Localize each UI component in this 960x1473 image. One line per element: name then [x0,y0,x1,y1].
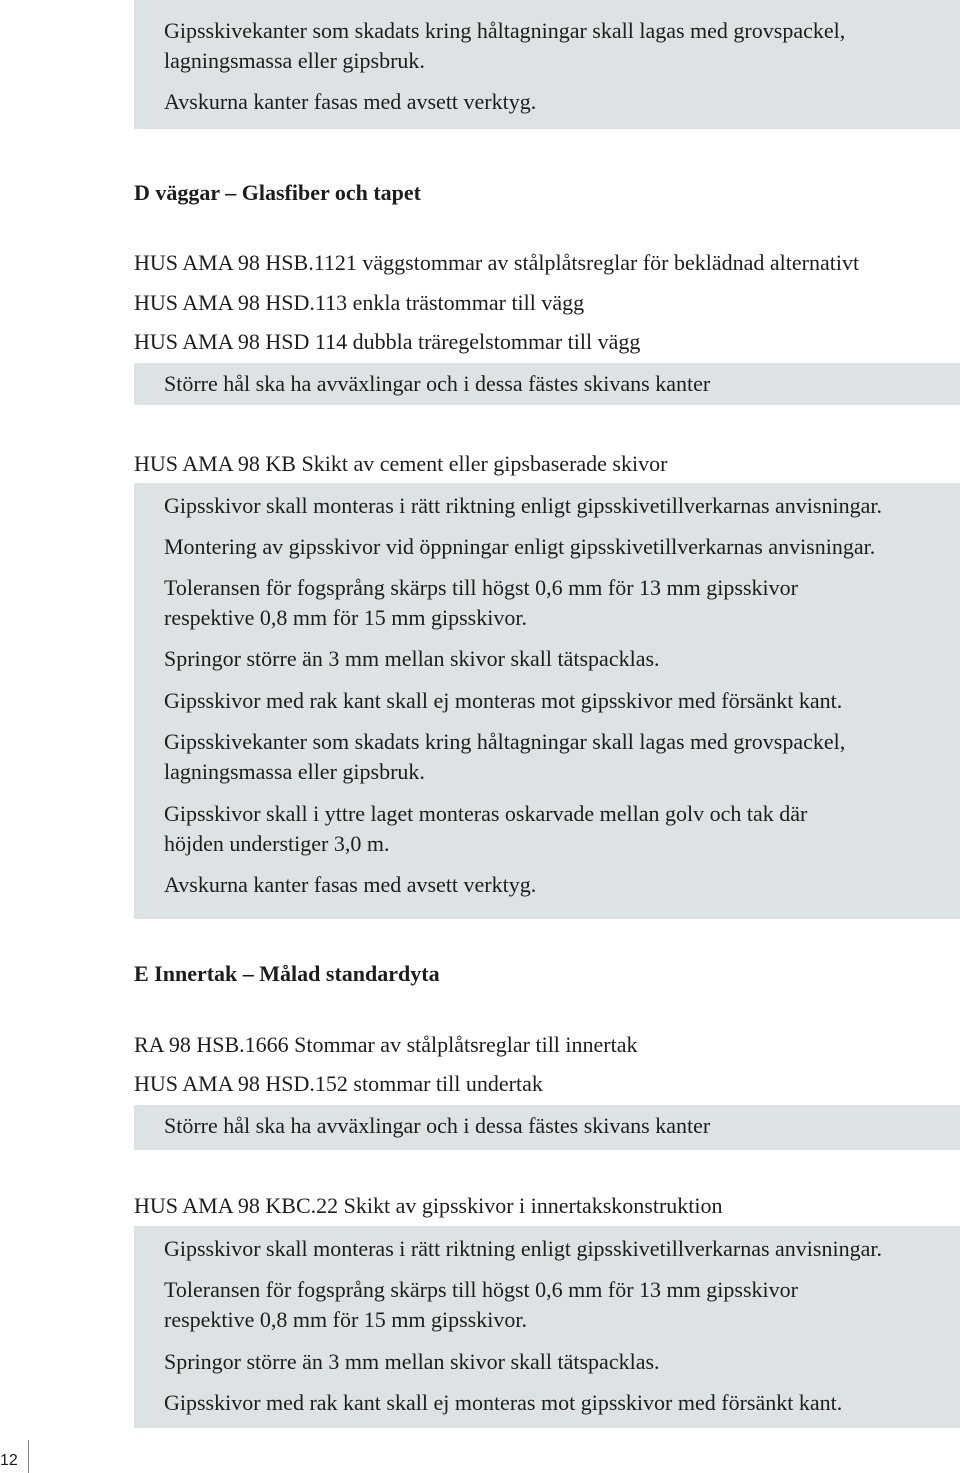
kb-line: Avskurna kanter fasas med avsett verktyg. [164,872,537,897]
section-e-note: Större hål ska ha avväxlingar och i dessa fästes skivans kanter [164,1113,711,1138]
section-e-heading: E Innertak – Målad standardyta [134,961,440,986]
section-d-heading: D väggar – Glasfiber och tapet [134,180,421,205]
kbc-line: Springor större än 3 mm mellan skivor skall tätspacklas. [164,1349,660,1374]
box1-line: Gipsskivekanter som skadats kring håltagningar skall lagas med grovspackel, [164,18,846,43]
kb-line: höjden understiger 3,0 m. [164,831,390,856]
kbc-line: Gipsskivor skall monteras i rätt riktning enligt gipsskivetillverkarnas anvisningar. [164,1236,882,1261]
section-d-note: Större hål ska ha avväxlingar och i dessa fästes skivans kanter [164,371,711,396]
kb-line: Gipsskivor skall monteras i rätt riktning enligt gipsskivetillverkarnas anvisningar. [164,493,882,518]
section-d-kb-ref: HUS AMA 98 KB Skikt av cement eller gipsbaserade skivor [134,451,668,476]
box1-line: lagningsmassa eller gipsbruk. [164,48,425,73]
kb-line: Gipsskivor med rak kant skall ej monteras mot gipsskivor med försänkt kant. [164,688,843,713]
section-e-kbc-ref: HUS AMA 98 KBC.22 Skikt av gipsskivor i innertakskonstruktion [134,1193,723,1218]
margin-rule [28,1440,29,1473]
section-e-ref: RA 98 HSB.1666 Stommar av stålplåtsreglar till innertak [134,1032,638,1057]
kbc-line: Gipsskivor med rak kant skall ej monteras mot gipsskivor med försänkt kant. [164,1390,843,1415]
section-d-ref: HUS AMA 98 HSD.113 enkla trästommar till vägg [134,290,585,315]
kb-line: lagningsmassa eller gipsbruk. [164,759,425,784]
kbc-line: respektive 0,8 mm för 15 mm gipsskivor. [164,1307,527,1332]
kb-line: respektive 0,8 mm för 15 mm gipsskivor. [164,605,527,630]
kbc-line: Toleransen för fogsprång skärps till högst 0,6 mm för 13 mm gipsskivor [164,1277,798,1302]
kb-line: Gipsskivekanter som skadats kring håltagningar skall lagas med grovspackel, [164,729,846,754]
section-e-ref: HUS AMA 98 HSD.152 stommar till undertak [134,1071,543,1096]
page-number: 12 [0,1452,18,1469]
section-d-ref: HUS AMA 98 HSB.1121 väggstommar av stålplåtsreglar för beklädnad alternativt [134,250,860,275]
section-d-ref: HUS AMA 98 HSD 114 dubbla träregelstommar till vägg [134,329,641,354]
kb-line: Gipsskivor skall i yttre laget monteras oskarvade mellan golv och tak där [164,801,808,826]
kb-line: Montering av gipsskivor vid öppningar enligt gipsskivetillverkarnas anvisningar. [164,534,876,559]
kb-line: Toleransen för fogsprång skärps till högst 0,6 mm för 13 mm gipsskivor [164,575,798,600]
box1-line: Avskurna kanter fasas med avsett verktyg. [164,89,537,114]
kb-line: Springor större än 3 mm mellan skivor skall tätspacklas. [164,646,660,671]
